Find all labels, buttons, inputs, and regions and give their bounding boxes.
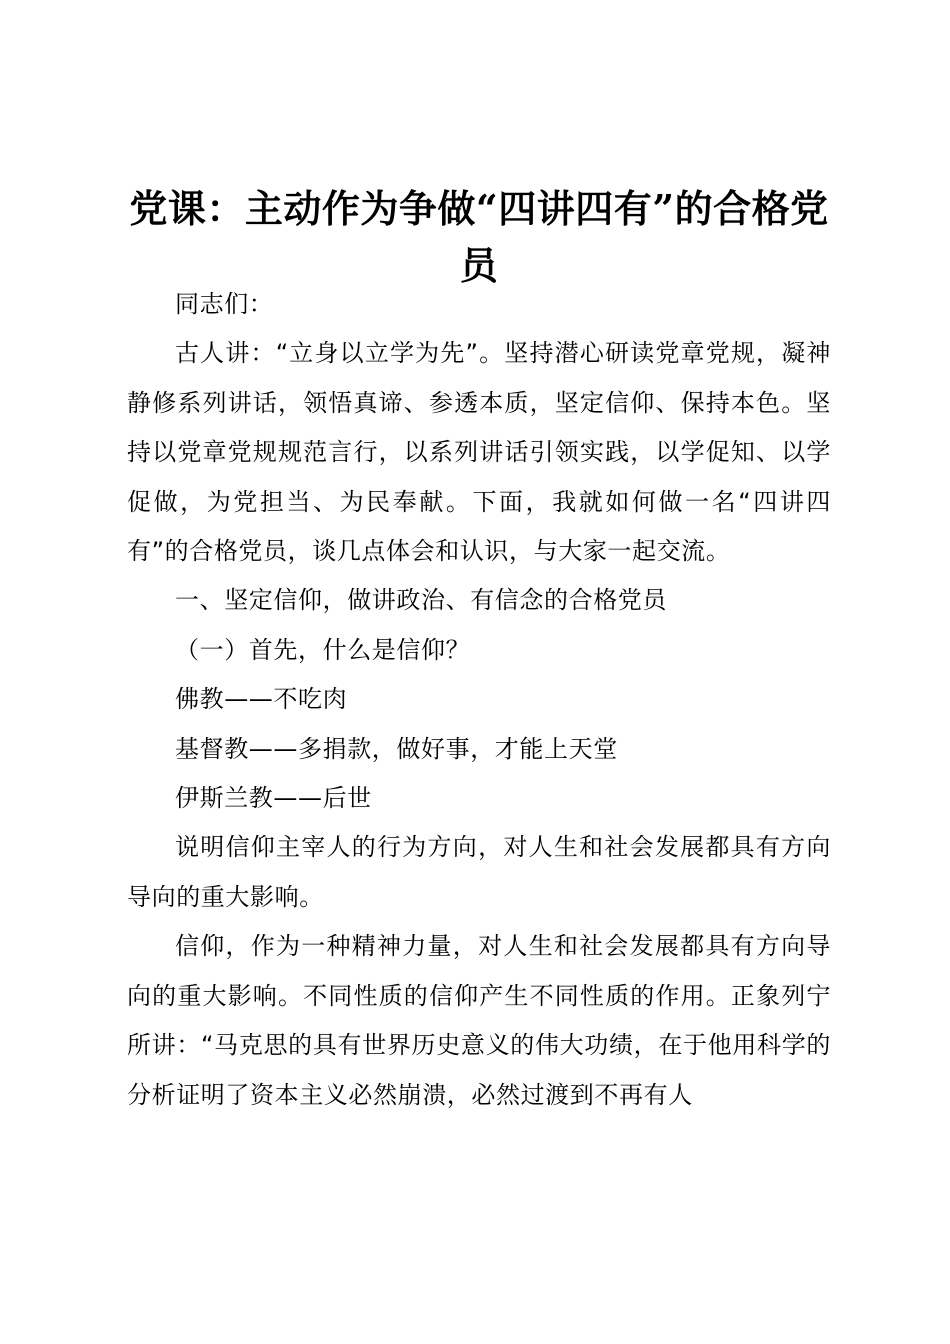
intro-paragraph: 古人讲：“立身以立学为先”。坚持潜心研读党章党规，凝神静修系列讲话，领悟真谛、参透本质，坚定信仰、保持本色。坚持以党章党规规范言行，以系列讲话引领实践，以学促知、以学促做，为党担当、为民奉献。下面，我就如何做一名“四讲四有”的合格党员，谈几点体会和认识，与大家一起交流。: [127, 339, 831, 566]
list-item-islam: 伊斯兰教——后世: [175, 784, 372, 813]
section-heading-1: 一、坚定信仰，做讲政治、有信念的合格党员: [175, 586, 667, 615]
list-item-buddhism: 佛教——不吃肉: [175, 685, 348, 714]
subsection-heading-1: （一）首先，什么是信仰？: [175, 635, 471, 664]
belief-paragraph: 信仰，作为一种精神力量，对人生和社会发展都具有方向导向的重大影响。不同性质的信仰产生不同性质的作用。正象列宁所讲：“马克思的具有世界历史意义的伟大功绩，在于他用科学的分析证明了资本主义必然崩溃，必然过渡到不再有人: [127, 932, 831, 1109]
document-page: [127, 0, 831, 1344]
list-item-christianity: 基督教——多捐款，做好事，才能上天堂: [175, 734, 618, 763]
explanation-paragraph: 说明信仰主宰人的行为方向，对人生和社会发展都具有方向导向的重大影响。: [127, 833, 831, 911]
salutation: 同志们：: [175, 290, 274, 318]
document-title: 党课：主动作为争做“四讲四有”的合格党员: [129, 186, 829, 288]
document-body: [127, 280, 831, 1120]
